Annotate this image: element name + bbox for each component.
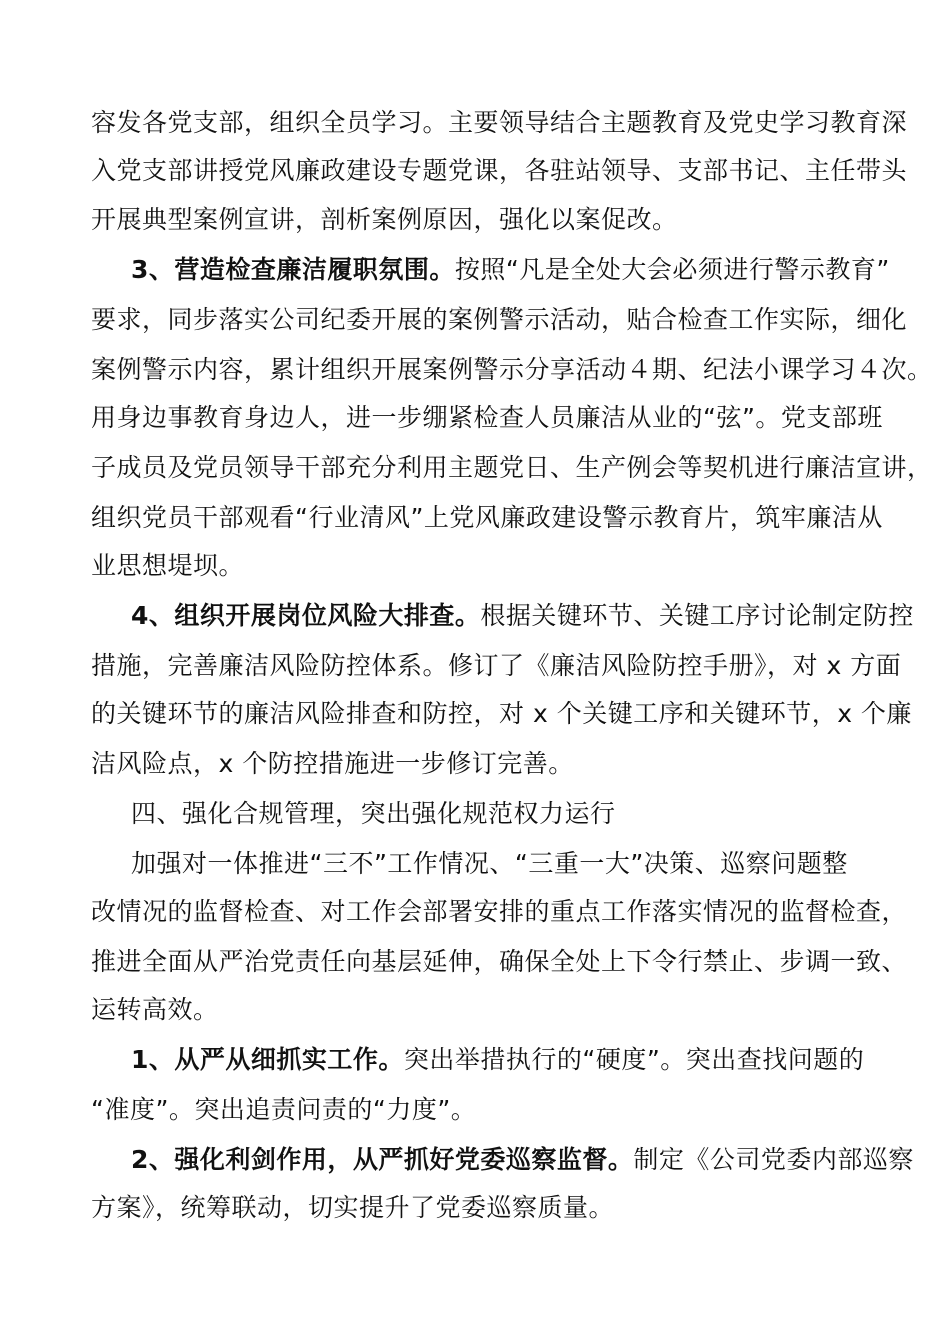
paragraph-line — [91, 300, 907, 340]
line-text: 改情况的监督检查、对工作会部署安排的重点工作落实情况的监督检查， — [91, 897, 908, 926]
item-heading: 1、从严从细抓实工作。 — [131, 1045, 404, 1074]
paragraph-line — [91, 942, 907, 982]
line-text: 四、强化合规管理，突出强化规范权力运行 — [131, 799, 616, 828]
paragraph-line — [91, 546, 244, 586]
line-text: 组织党员干部观看“行业清风”上党风廉政建设警示教育片，筑牢廉洁从 — [91, 503, 883, 532]
paragraph-line — [91, 498, 883, 538]
line-text: 突出举措执行的“硬度”。突出查找问题的 — [403, 1045, 865, 1074]
line-text: 业思想堤坝。 — [91, 551, 245, 580]
line-text: 的关键环节的廉洁风险排查和防控，对 x 个关键工序和关键环节，x 个廉 — [91, 699, 912, 728]
paragraph-line — [91, 892, 907, 932]
paragraph-line — [91, 646, 901, 686]
line-text: 推进全面从严治党责任向基层延伸，确保全处上下令行禁止、步调一致、 — [91, 947, 908, 976]
line-text: 开展典型案例宣讲，剖析案例原因，强化以案促改。 — [91, 205, 678, 234]
paragraph-line — [91, 990, 219, 1030]
line-text: 要求，同步落实公司纪委开展的案例警示活动，贴合检查工作实际，细化 — [91, 305, 908, 334]
line-text: 入党支部讲授党风廉政建设专题党课，各驻站领导、支部书记、主任带头 — [91, 156, 908, 185]
paragraph-line — [91, 448, 933, 488]
paragraph-line — [91, 1090, 476, 1130]
line-text: 措施，完善廉洁风险防控体系。修订了《廉洁风险防控手册》，对 x 方面 — [91, 651, 902, 680]
paragraph-line — [91, 151, 907, 191]
paragraph-line — [131, 844, 848, 884]
item-heading: 3、营造检查廉洁履职氛围。 — [131, 255, 455, 284]
paragraph-line — [91, 200, 678, 240]
line-text: 制定《公司党委内部巡察 — [633, 1145, 914, 1174]
line-text: 洁风险点，x 个防控措施进一步修订完善。 — [91, 749, 574, 778]
line-text: 子成员及党员领导干部充分利用主题党日、生产例会等契机进行廉洁宣讲， — [91, 453, 933, 482]
paragraph-line — [91, 694, 912, 734]
paragraph-line — [131, 1040, 864, 1080]
line-text: 加强对一体推进“三不”工作情况、“三重一大”决策、巡察问题整 — [131, 849, 848, 878]
line-text: 容发各党支部，组织全员学习。主要领导结合主题教育及党史学习教育深 — [91, 108, 908, 137]
paragraph-line — [131, 250, 890, 290]
line-text: 运转高效。 — [91, 995, 219, 1024]
line-text: 根据关键环节、关键工序讨论制定防控 — [480, 601, 914, 630]
line-text: 案例警示内容，累计组织开展案例警示分享活动４期、纪法小课学习４次。 — [91, 355, 933, 384]
paragraph-line — [131, 1140, 914, 1180]
line-text: 按照“凡是全处大会必须进行警示教育” — [454, 255, 890, 284]
item-heading: 4、组织开展岗位风险大排查。 — [131, 601, 481, 630]
paragraph-line — [131, 596, 914, 636]
line-text: “准度”。突出追责问责的“力度”。 — [91, 1095, 477, 1124]
item-heading: 2、强化利剑作用，从严抓好党委巡察监督。 — [131, 1145, 634, 1174]
paragraph-line — [91, 744, 574, 784]
line-text: 方案》，统筹联动，切实提升了党委巡察质量。 — [91, 1193, 615, 1222]
paragraph-line — [91, 350, 933, 390]
paragraph-line — [91, 103, 907, 143]
line-text: 用身边事教育身边人，进一步绷紧检查人员廉洁从业的“弦”。党支部班 — [91, 403, 883, 432]
paragraph-line — [91, 1188, 614, 1228]
paragraph-line — [91, 398, 883, 438]
section-heading — [131, 794, 616, 834]
